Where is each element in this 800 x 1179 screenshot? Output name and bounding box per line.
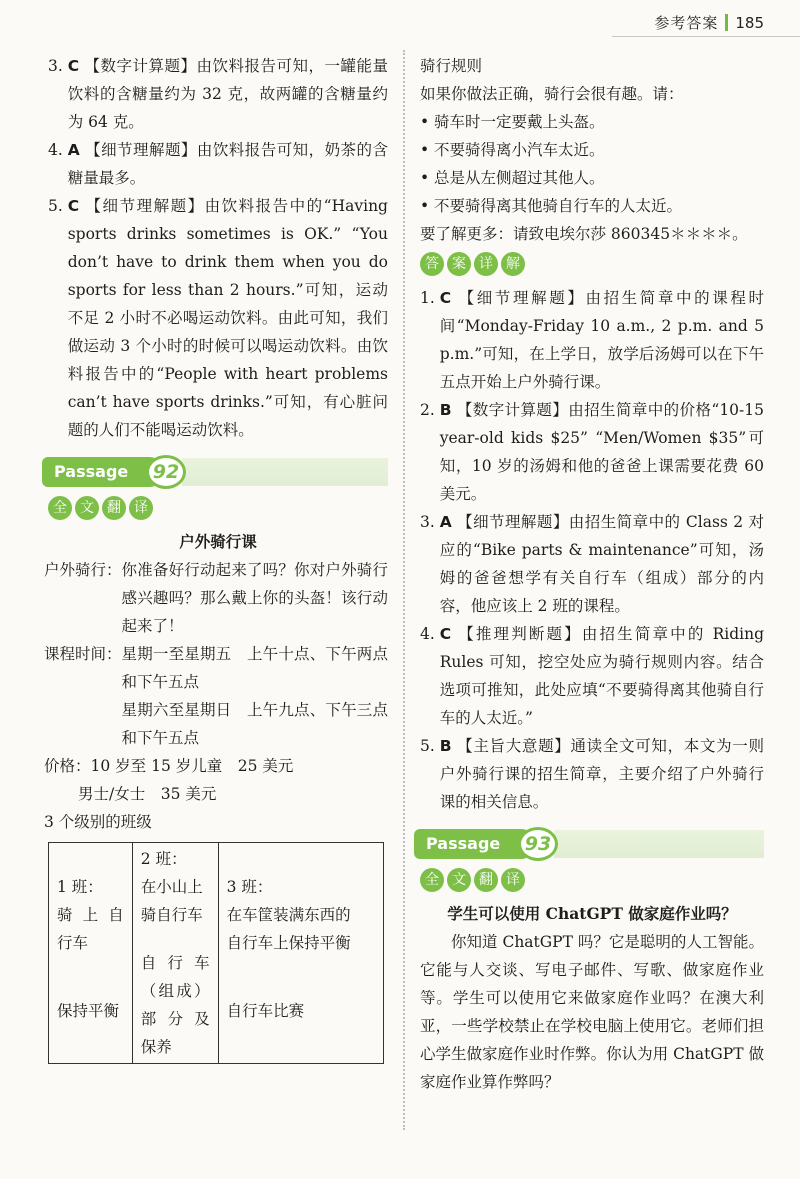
tag-char: 案 xyxy=(447,252,471,276)
classes-heading: 3 个级别的班级 xyxy=(44,813,152,831)
class-1-cell xyxy=(49,843,133,1064)
rule-text: 不要骑得离小汽车太近。 xyxy=(434,141,605,159)
answer-item xyxy=(420,396,764,508)
answer-letter: C xyxy=(67,57,80,75)
answer-item xyxy=(420,284,764,396)
item-number: 4. xyxy=(420,625,440,643)
class-2-title: 2 班： xyxy=(140,850,187,868)
header-title: 参考答案 xyxy=(654,14,719,32)
item-number: 2. xyxy=(420,401,440,419)
class-2-skill: 在小山上 xyxy=(140,878,203,896)
passage-label: Passage xyxy=(42,457,164,487)
passage-92-banner xyxy=(42,454,388,490)
tag-char: 译 xyxy=(129,496,153,520)
translation-tag xyxy=(48,496,388,520)
intro-label: 户外骑行： xyxy=(44,561,122,579)
class-2-cell xyxy=(132,843,218,1064)
class-1-skill: 骑上自 xyxy=(57,906,124,924)
class-2-topic-cont: （组成） xyxy=(140,982,210,1000)
passage-title: 学生可以使用 ChatGPT 做家庭作业吗？ xyxy=(447,904,737,923)
passage-number: 93 xyxy=(518,827,558,861)
rule-item xyxy=(420,164,764,192)
price-kids: 价格：10 岁至 15 岁儿童 25 美元 xyxy=(44,757,294,775)
item-number: 3. xyxy=(420,513,440,531)
passage-label: Passage xyxy=(414,829,536,859)
answer-letter: C xyxy=(439,289,452,307)
intro-text: 你准备好行动起来了吗？你对户外骑行感兴趣吗？那么戴上你的头盔！该行动起来了！ xyxy=(121,561,388,635)
class-3-skill: 在车筐装满东西的 xyxy=(226,906,351,924)
schedule-label: 课程时间： xyxy=(44,645,122,663)
item-number: 3. xyxy=(48,57,68,75)
class-2-topic-cont: 保养 xyxy=(140,1038,172,1056)
rule-text: 总是从左侧超过其他人。 xyxy=(434,169,605,187)
schedule-row xyxy=(44,640,388,752)
answer-item xyxy=(48,136,388,192)
item-number: 4. xyxy=(48,141,68,159)
left-column xyxy=(44,52,388,1064)
tag-char: 翻 xyxy=(102,496,126,520)
tag-char: 翻 xyxy=(474,868,498,892)
banner-stripe xyxy=(554,830,764,858)
tag-char: 全 xyxy=(48,496,72,520)
item-number: 5. xyxy=(420,737,440,755)
passage-93-banner xyxy=(414,826,764,862)
tag-char: 文 xyxy=(447,868,471,892)
rules-title: 骑行规则 xyxy=(420,57,483,75)
answer-tag xyxy=(420,252,764,276)
class-2-topic-cont: 部分及 xyxy=(140,1010,210,1028)
item-number: 5. xyxy=(48,197,68,215)
rules-intro: 如果你做法正确，骑行会很有趣。请： xyxy=(420,85,684,103)
answer-item xyxy=(420,732,764,816)
class-2-topic: 自行车 xyxy=(140,954,210,972)
class-1-topic: 保持平衡 xyxy=(57,1002,120,1020)
answer-item xyxy=(48,52,388,136)
tag-char: 详 xyxy=(474,252,498,276)
rule-item xyxy=(420,108,764,136)
intro-row xyxy=(44,556,388,640)
answer-item xyxy=(420,620,764,732)
class-3-cell xyxy=(218,843,383,1064)
price-adults: 男士/女士 35 美元 xyxy=(78,785,217,803)
class-3-skill-cont: 自行车上保持平衡 xyxy=(226,934,351,952)
answer-explanation: 【细节理解题】由招生简章中的课程时间“Monday-Friday 10 a.m., 2 p.m. and 5 p.m.”可知，在上学日，放学后汤姆可以在下午五点开始上户外骑行课。 xyxy=(439,289,764,391)
answer-explanation: 【细节理解题】由饮料报告中的“Having sports drinks sometimes is OK.” “You don’t have to drink them when you do sports for less than 2 hours.”可知，运动不足 2 小时不必喝运动饮料。由此可知，我们做运动 3 个小时的时候可以喝运动饮料。由饮料报告中的“People with heart problems can’t have sports drinks.”可知，有心脏问题的人们不能喝运动饮料。 xyxy=(67,197,388,439)
answer-explanation: 【主旨大意题】通读全文可知，本文为一则户外骑行课的招生简章，主要介绍了户外骑行课的相关信息。 xyxy=(439,737,764,811)
class-3-topic: 自行车比赛 xyxy=(226,1002,305,1020)
passage-number: 92 xyxy=(146,455,186,489)
class-2-skill-cont: 骑自行车 xyxy=(140,906,203,924)
rule-item xyxy=(420,136,764,164)
answer-letter: B xyxy=(439,401,452,419)
rule-text: 骑车时一定要戴上头盔。 xyxy=(434,113,605,131)
class-3-title: 3 班： xyxy=(226,878,273,896)
answer-explanation: 【推理判断题】由招生简章中的 Riding Rules 可知，挖空处应为骑行规则内容。结合选项可推知，此处应填“不要骑得离其他骑自行车的人太近。” xyxy=(439,625,764,727)
answer-explanation: 【细节理解题】由饮料报告可知，奶茶的含糖量最多。 xyxy=(67,141,388,187)
tag-char: 全 xyxy=(420,868,444,892)
answer-letter: B xyxy=(439,737,452,755)
more-info: 要了解更多：请致电埃尔莎 860345＊＊＊＊。 xyxy=(420,225,748,243)
right-column xyxy=(420,52,764,1096)
answer-item xyxy=(420,508,764,620)
rule-text: 不要骑得离其他骑自行车的人太近。 xyxy=(434,197,683,215)
page-number: 185 xyxy=(735,13,764,32)
schedule-weekday: 星期一至星期五 上午十点、下午两点和下午五点 xyxy=(121,645,388,691)
tag-char: 答 xyxy=(420,252,444,276)
page-header xyxy=(654,12,764,33)
bullet-icon: • xyxy=(420,113,430,131)
answer-item xyxy=(48,192,388,444)
tag-char: 译 xyxy=(501,868,525,892)
translation-paragraph: 你知道 ChatGPT 吗？它是聪明的人工智能。它能与人交谈、写电子邮件、写歌、做家庭作业等。学生可以使用它来做家庭作业吗？在澳大利亚，一些学校禁止在学校电脑上使用它。老师们担心学生做家庭作业时作弊。你认为用 ChatGPT 做家庭作业算作弊吗？ xyxy=(420,933,764,1091)
classes-table xyxy=(48,842,384,1064)
translation-tag xyxy=(420,868,764,892)
answer-letter: A xyxy=(439,513,452,531)
schedule-weekend: 星期六至星期日 上午九点、下午三点和下午五点 xyxy=(121,701,388,747)
rule-item xyxy=(420,192,764,220)
bullet-icon: • xyxy=(420,169,430,187)
answer-explanation: 【细节理解题】由招生简章中的 Class 2 对应的“Bike parts & maintenance”可知，汤姆的爸爸想学有关自行车（组成）部分的内容，他应该上 2 班的课程。 xyxy=(439,513,764,615)
answer-letter: C xyxy=(67,197,80,215)
answer-letter: A xyxy=(67,141,80,159)
answer-explanation: 【数字计算题】由饮料报告可知，一罐能量饮料的含糖量约为 32 克，故两罐的含糖量约为 64 克。 xyxy=(67,57,388,131)
passage-title: 户外骑行课 xyxy=(179,532,257,551)
bullet-icon: • xyxy=(420,141,430,159)
header-divider xyxy=(725,14,728,31)
bullet-icon: • xyxy=(420,197,430,215)
tag-char: 文 xyxy=(75,496,99,520)
banner-stripe xyxy=(182,458,388,486)
header-rule xyxy=(612,36,800,37)
class-1-skill-cont: 行车 xyxy=(57,934,89,952)
answer-explanation: 【数字计算题】由招生简章中的价格“10-15 year-old kids $25” “Men/Women $35”可知，10 岁的汤姆和他的爸爸上课需要花费 60 美元。 xyxy=(439,401,764,503)
answer-letter: C xyxy=(439,625,452,643)
column-divider xyxy=(403,50,405,1130)
tag-char: 解 xyxy=(501,252,525,276)
item-number: 1. xyxy=(420,289,440,307)
class-1-title: 1 班： xyxy=(57,878,103,896)
